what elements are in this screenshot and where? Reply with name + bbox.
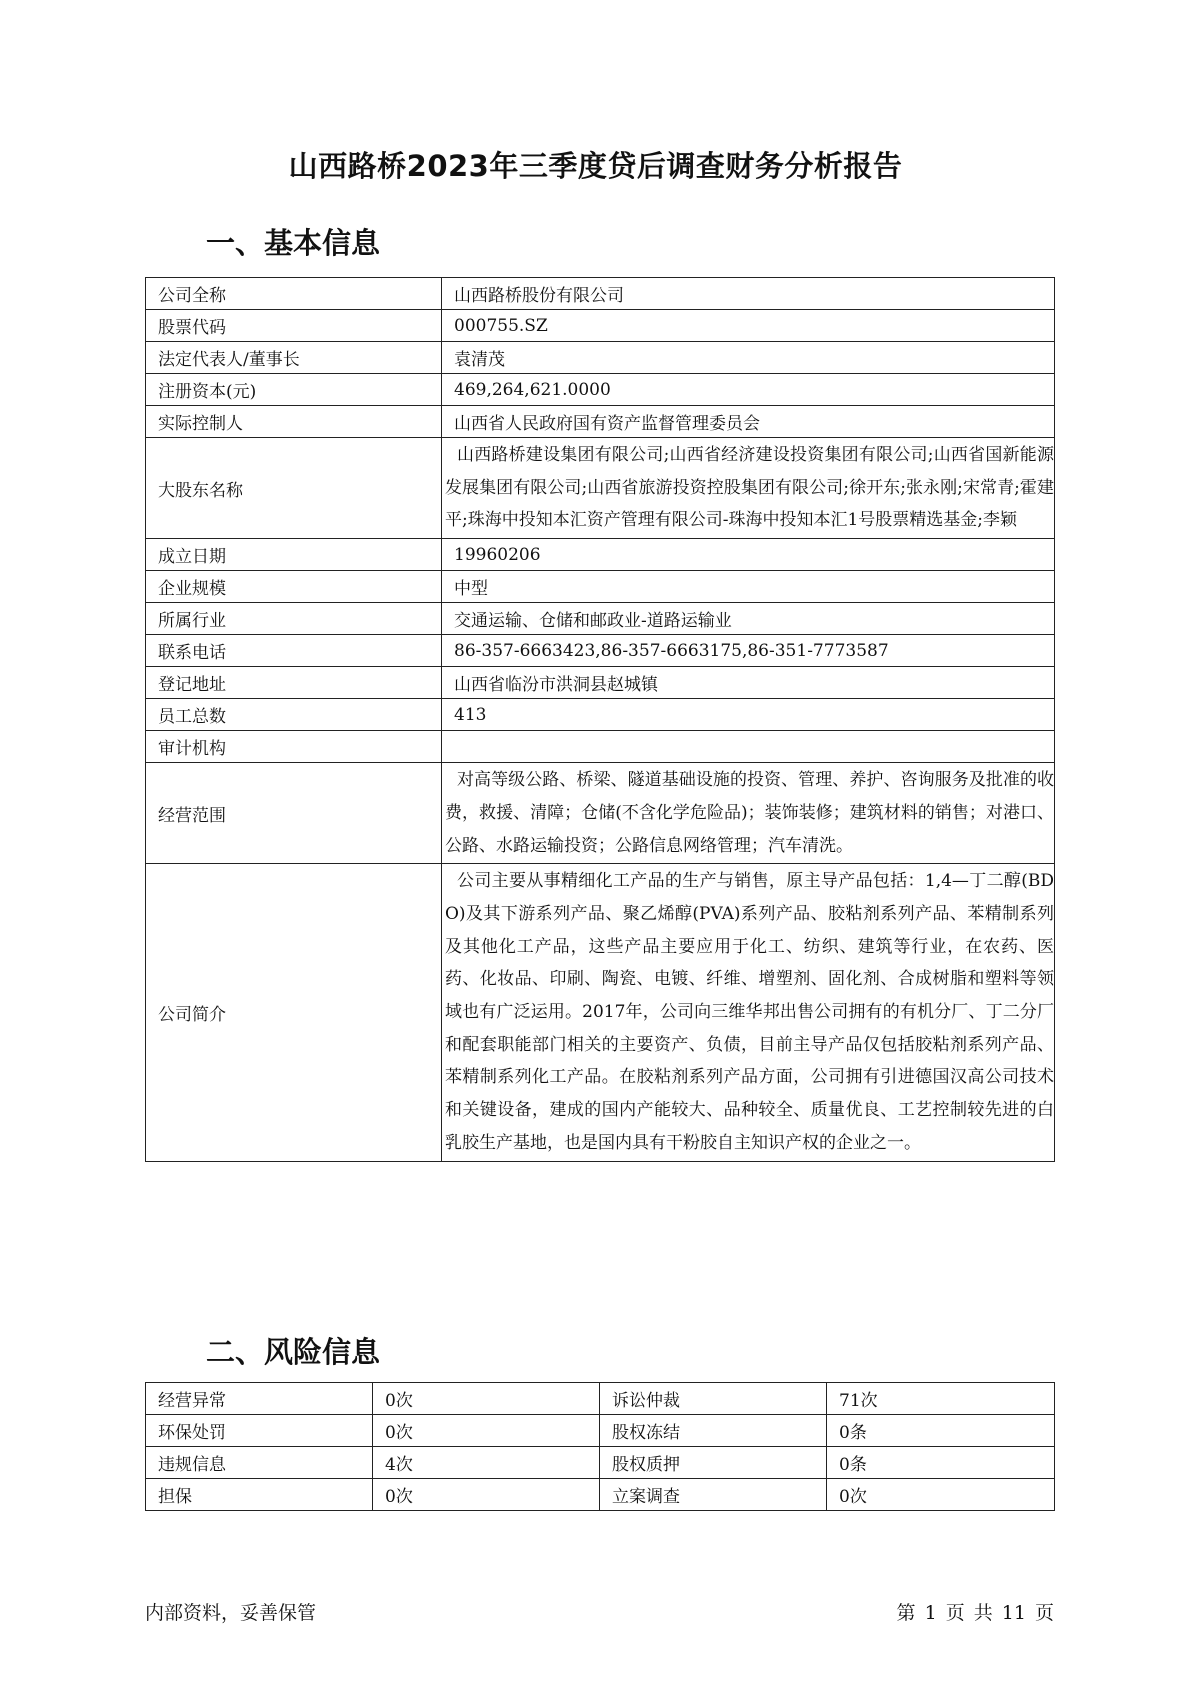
document-title: 山西路桥2023年三季度贷后调查财务分析报告: [288, 149, 903, 183]
row-value: 中型: [442, 571, 1055, 603]
row-label: 注册资本(元): [146, 374, 442, 406]
risk-value: 0条: [827, 1415, 1055, 1447]
table-row: [146, 310, 1055, 342]
table-row: [146, 731, 1055, 763]
risk-label: 担保: [146, 1479, 373, 1511]
row-value: [442, 731, 1055, 763]
row-label: 所属行业: [146, 603, 442, 635]
table-row: [146, 864, 1055, 1161]
risk-label: 股权冻结: [600, 1415, 827, 1447]
row-value: 19960206: [442, 539, 1055, 571]
row-label: 审计机构: [146, 731, 442, 763]
risk-label: 诉讼仲裁: [600, 1383, 827, 1415]
row-value: 000755.SZ: [442, 310, 1055, 342]
table-row: [146, 603, 1055, 635]
risk-value: 0次: [373, 1479, 600, 1511]
table-row: [146, 1383, 1055, 1415]
row-label: 实际控制人: [146, 406, 442, 438]
risk-value: 0次: [373, 1383, 600, 1415]
risk-value: 71次: [827, 1383, 1055, 1415]
table-row: [146, 374, 1055, 406]
section-heading-risk-info: 二、风险信息: [206, 1335, 381, 1369]
table-row: [146, 763, 1055, 864]
row-label: 企业规模: [146, 571, 442, 603]
row-value: 山西路桥股份有限公司: [442, 278, 1055, 310]
risk-label: 立案调查: [600, 1479, 827, 1511]
row-label: 成立日期: [146, 539, 442, 571]
row-label: 公司全称: [146, 278, 442, 310]
row-label: 大股东名称: [146, 438, 442, 539]
risk-value: 4次: [373, 1447, 600, 1479]
row-label: 联系电话: [146, 635, 442, 667]
row-value: 山西路桥建设集团有限公司;山西省经济建设投资集团有限公司;山西省国新能源发展集团有限公司;山西省旅游投资控股集团有限公司;徐开东;张永刚;宋常青;霍建平;珠海中投知本汇资产管理有限公司-珠海中投知本汇1号股票精选基金;李颖: [442, 438, 1055, 539]
risk-value: 0条: [827, 1447, 1055, 1479]
section-heading-basic-info: 一、基本信息: [206, 226, 381, 260]
row-label: 股票代码: [146, 310, 442, 342]
footer-confidentiality-note: 内部资料，妥善保管: [145, 1602, 317, 1624]
risk-value: 0次: [827, 1479, 1055, 1511]
row-value: 袁清茂: [442, 342, 1055, 374]
risk-info-table: [145, 1382, 1055, 1511]
row-value: 山西省人民政府国有资产监督管理委员会: [442, 406, 1055, 438]
table-row: [146, 1447, 1055, 1479]
table-row: [146, 667, 1055, 699]
risk-label: 经营异常: [146, 1383, 373, 1415]
table-row: [146, 539, 1055, 571]
table-row: [146, 1479, 1055, 1511]
row-value: 交通运输、仓储和邮政业-道路运输业: [442, 603, 1055, 635]
row-value: 413: [442, 699, 1055, 731]
risk-label: 违规信息: [146, 1447, 373, 1479]
table-row: [146, 438, 1055, 539]
row-value: 86-357-6663423,86-357-6663175,86-351-7773587: [442, 635, 1055, 667]
row-label: 公司简介: [146, 864, 442, 1161]
table-row: [146, 278, 1055, 310]
risk-label: 环保处罚: [146, 1415, 373, 1447]
table-row: [146, 1415, 1055, 1447]
table-row: [146, 571, 1055, 603]
table-row: [146, 635, 1055, 667]
row-value: 469,264,621.0000: [442, 374, 1055, 406]
row-label: 员工总数: [146, 699, 442, 731]
table-row: [146, 342, 1055, 374]
row-label: 登记地址: [146, 667, 442, 699]
table-row: [146, 699, 1055, 731]
table-row: [146, 406, 1055, 438]
row-label: 经营范围: [146, 763, 442, 864]
row-value: 公司主要从事精细化工产品的生产与销售，原主导产品包括：1,4—丁二醇(BDO)及其下游系列产品、聚乙烯醇(PVA)系列产品、胶粘剂系列产品、苯精制系列及其他化工产品，这些产品主要应用于化工、纺织、建筑等行业，在农药、医药、化妆品、印刷、陶瓷、电镀、纤维、增塑剂、固化剂、合成树脂和塑料等领域也有广泛运用。2017年，公司向三维华邦出售公司拥有的有机分厂、丁二分厂和配套职能部门相关的主要资产、负债，目前主导产品仅包括胶粘剂系列产品、苯精制系列化工产品。在胶粘剂系列产品方面，公司拥有引进德国汉高公司技术和关键设备，建成的国内产能较大、品种较全、质量优良、工艺控制较先进的白乳胶生产基地，也是国内具有干粉胶自主知识产权的企业之一。: [442, 864, 1055, 1161]
risk-label: 股权质押: [600, 1447, 827, 1479]
footer-page-number: 第 1 页 共 11 页: [896, 1602, 1054, 1624]
row-value: 山西省临汾市洪洞县赵城镇: [442, 667, 1055, 699]
risk-value: 0次: [373, 1415, 600, 1447]
row-value: 对高等级公路、桥梁、隧道基础设施的投资、管理、养护、咨询服务及批准的收费，救援、清障；仓储(不含化学危险品)；装饰装修；建筑材料的销售；对港口、公路、水路运输投资；公路信息网络管理；汽车清洗。: [442, 763, 1055, 864]
basic-info-table: [145, 277, 1055, 1162]
row-label: 法定代表人/董事长: [146, 342, 442, 374]
